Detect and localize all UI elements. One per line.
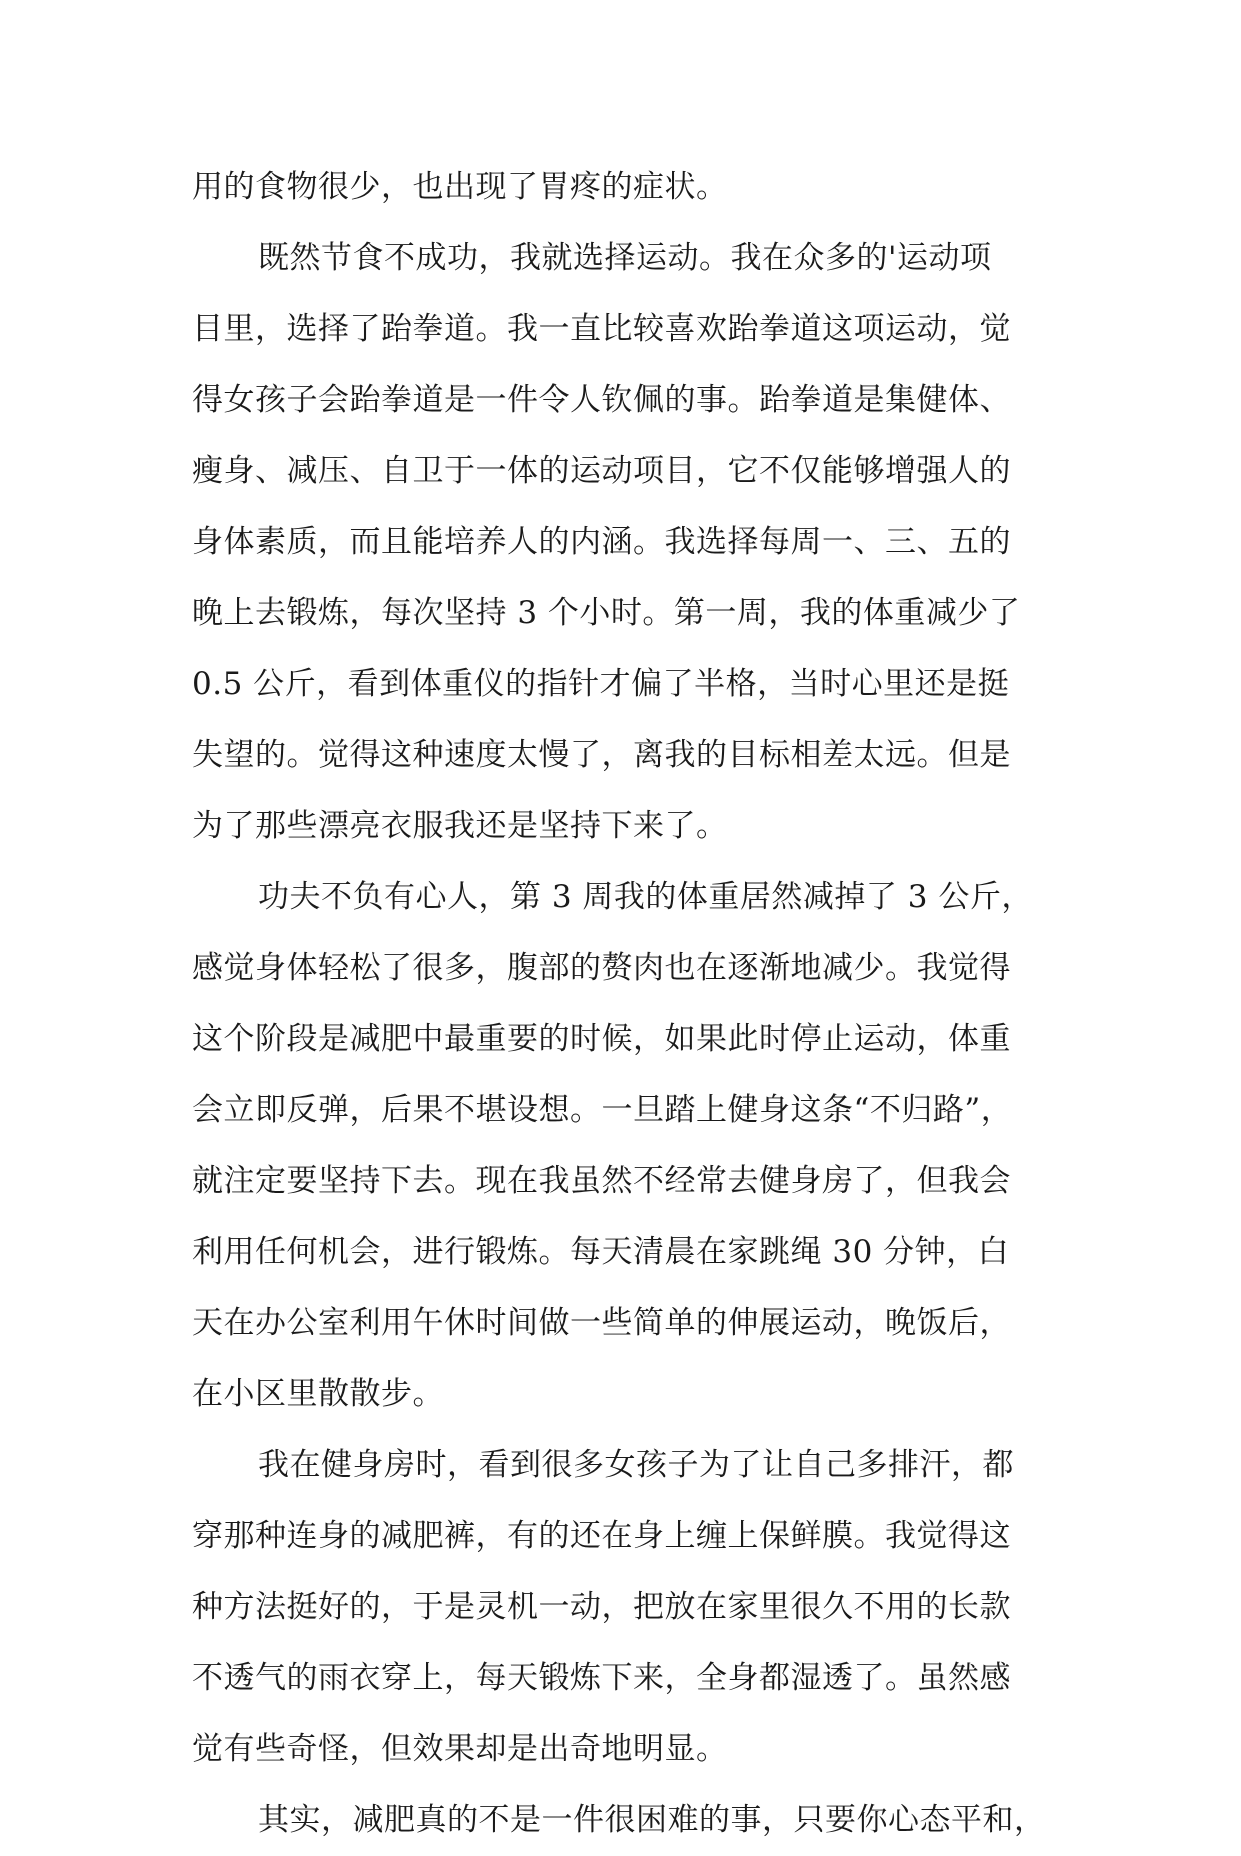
text-line: 失望的。觉得这种速度太慢了，离我的目标相差太远。但是 <box>192 737 1011 773</box>
text-line: 0.5 公斤，看到体重仪的指针才偏了半格，当时心里还是挺 <box>192 666 1010 702</box>
text-line: 会立即反弹，后果不堪设想。一旦踏上健身这条“不归路”， <box>192 1092 1013 1128</box>
text-line: 不透气的雨衣穿上，每天锻炼下来，全身都湿透了。虽然感 <box>192 1660 1011 1696</box>
text-line: 在小区里散散步。 <box>192 1376 444 1412</box>
text-line: 得女孩子会跆拳道是一件令人钦佩的事。跆拳道是集健体、 <box>192 382 1011 418</box>
text-line: 晚上去锻炼，每次坚持 3 个小时。第一周，我的体重减少了 <box>192 595 1021 631</box>
body-text <box>192 152 1060 1856</box>
text-line: 天在办公室利用午休时间做一些简单的伸展运动，晚饭后， <box>192 1305 1011 1341</box>
text-line: 为了那些漂亮衣服我还是坚持下来了。 <box>192 808 728 844</box>
text-line: 瘦身、减压、自卫于一体的运动项目，它不仅能够增强人的 <box>192 453 1011 489</box>
text-line: 目里，选择了跆拳道。我一直比较喜欢跆拳道这项运动，觉 <box>192 311 1011 347</box>
text-line: 利用任何机会，进行锻炼。每天清晨在家跳绳 30 分钟，白 <box>192 1234 1010 1270</box>
text-line: 既然节食不成功，我就选择运动。我在众多的'运动项 <box>258 240 992 276</box>
text-line: 其实，减肥真的不是一件很困难的事，只要你心态平和， <box>258 1802 1046 1838</box>
text-line: 觉有些奇怪，但效果却是出奇地明显。 <box>192 1731 728 1767</box>
text-line: 用的食物很少，也出现了胃疼的症状。 <box>192 169 728 205</box>
text-line: 身体素质，而且能培养人的内涵。我选择每周一、三、五的 <box>192 524 1011 560</box>
text-line: 这个阶段是减肥中最重要的时候，如果此时停止运动，体重 <box>192 1021 1011 1057</box>
text-line: 种方法挺好的，于是灵机一动，把放在家里很久不用的长款 <box>192 1589 1011 1625</box>
text-line: 就注定要坚持下去。现在我虽然不经常去健身房了，但我会 <box>192 1163 1011 1199</box>
text-line: 功夫不负有心人，第 3 周我的体重居然减掉了 3 公斤， <box>258 879 1033 915</box>
text-line: 穿那种连身的减肥裤，有的还在身上缠上保鲜膜。我觉得这 <box>192 1518 1011 1554</box>
text-line: 感觉身体轻松了很多，腹部的赘肉也在逐渐地减少。我觉得 <box>192 950 1011 986</box>
text-line: 我在健身房时，看到很多女孩子为了让自己多排汗，都 <box>258 1447 1014 1483</box>
